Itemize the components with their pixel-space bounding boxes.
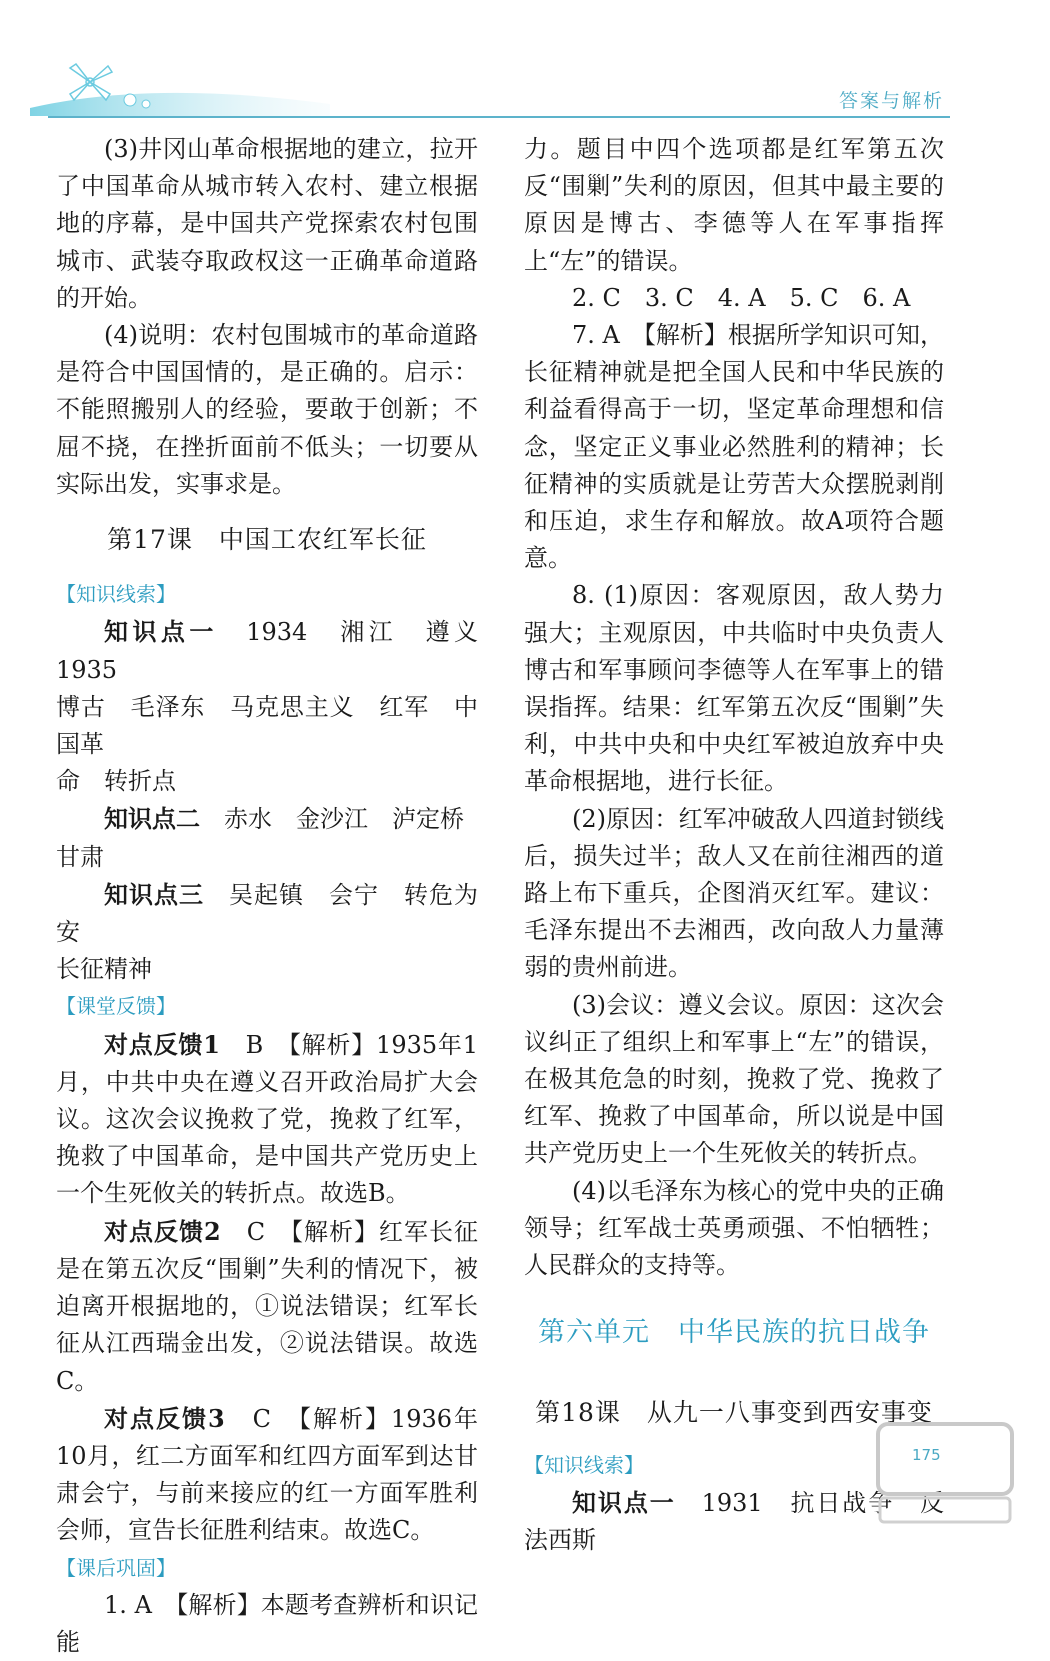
feedback-1-text: B 【解析】1935年1月，中共中央在遵义召开政治局扩大会议。这次会议挽救了党，挽救了红军，挽救了中国革命，是中国共产党历史上一个生死攸关的转折点。故选B。 — [56, 1030, 479, 1208]
header-title: 答案与解析 — [838, 90, 944, 112]
header-rule — [48, 116, 950, 118]
feedback-2-text: C 【解析】红军长征是在第五次反“围剿”失利的情况下，被迫离开根据地的，①说法错误；红军长征从江西瑞金出发，②说法错误。故选C。 — [56, 1217, 479, 1395]
knowledge-point-1 — [56, 613, 503, 688]
kp1-line1: 1934 湘江 遵义 1935 — [56, 618, 503, 684]
feedback-2 — [56, 1213, 478, 1400]
right-column — [524, 131, 944, 1559]
answer-8-1: 8. (1)原因：客观原因，敌人势力强大；主观原因，中共临时中央负责人博古和军事顾问李德等人在军事上的错误指挥。结果：红军第五次反“围剿”失利，中共中央和中央红军被迫放弃中央革命根据地，进行长征。 — [524, 581, 944, 796]
kp2-line1: 赤水 金沙江 泸定桥 — [224, 805, 464, 834]
left-paragraph-3: (3)井冈山革命根据地的建立，拉开了中国革命从城市转入农村、建立根据地的序幕，是中国共产党探索农村包围城市、武装夺取政权这一正确革命道路的开始。 — [56, 135, 478, 312]
kp1-l18-text: 1931 抗日战争 反法西斯 — [524, 1488, 945, 1555]
kp1-label: 知识点一 — [104, 617, 218, 647]
section-tag-feedback: 【课堂反馈】 — [56, 994, 176, 1019]
section-tag-clues: 【知识线索】 — [56, 582, 176, 607]
lesson-17-title: 第17课 中国工农红军长征 — [107, 525, 427, 555]
kp3-label: 知识点三 — [104, 879, 204, 909]
kp2-label: 知识点二 — [104, 804, 200, 834]
right-paragraph-1: 力。题目中四个选项都是红军第五次反“围剿”失利的原因，但其中最主要的原因是博古、李德等人在军事指挥上“左”的错误。 — [524, 135, 944, 275]
answer-8-2: (2)原因：红军冲破敌人四道封锁线后，损失过半；敌人又在前往湘西的道路上布下重兵，企图消灭红军。建议：毛泽东提出不去湘西，改向敌人力量薄弱的贵州前进。 — [524, 804, 944, 982]
kp1-l18-label: 知识点一 — [572, 1487, 676, 1517]
page-number: 175 — [912, 1446, 941, 1464]
section-tag-clues-2: 【知识线索】 — [524, 1452, 644, 1477]
answers-2-6: 2. C 3. C 4. A 5. C 6. A — [572, 283, 911, 312]
after-answer-1: 1. A 【解析】本题考查辨析和识记能 — [56, 1590, 478, 1656]
feedback-3-label: 对点反馈3 — [104, 1403, 225, 1433]
feedback-3-text: C 【解析】1936年10月，红二方面军和红四方面军到达甘肃会宁，与前来接应的红一方面军胜利会师，宣告长征胜利结束。故选C。 — [56, 1404, 478, 1545]
feedback-1-label: 对点反馈1 — [104, 1029, 220, 1059]
answer-8-4: (4)以毛泽东为核心的党中央的正确领导；红军战士英勇顽强、不怕牺牲；人民群众的支持等。 — [524, 1176, 944, 1280]
lesson-18-title: 第18课 从九一八事变到西安事变 — [535, 1397, 933, 1427]
knowledge-point-2 — [56, 800, 478, 838]
feedback-3 — [56, 1400, 478, 1550]
section-tag-after-class: 【课后巩固】 — [56, 1555, 176, 1580]
feedback-1 — [56, 1026, 478, 1213]
left-paragraph-4: (4)说明：农村包围城市的革命道路是符合中国国情的，是正确的。启示：不能照搬别人的经验，要敢于创新；不屈不挠，在挫折面前不低头；一切要从实际出发，实事求是。 — [56, 321, 478, 498]
kp3-line2: 长征精神 — [56, 955, 152, 984]
kp2-line2: 甘肃 — [56, 842, 104, 871]
answer-7: 7. A 【解析】根据所学知识可知，长征精神就是把全国人民和中华民族的利益看得高于一切，坚定革命理想和信念，坚定正义事业必然胜利的精神；长征精神的实质就是让劳苦大众摆脱剥削和压迫，求生存和解放。故A项符合题意。 — [524, 321, 944, 573]
answer-8-3: (3)会议：遵义会议。原因：这次会议纠正了组织上和军事上“左”的错误，在极其危急的时刻，挽救了党、挽救了红军、挽救了中国革命，所以说是中国共产党历史上一个生死攸关的转折点。 — [524, 990, 944, 1168]
header-decoration — [30, 60, 330, 122]
feedback-2-label: 对点反馈2 — [104, 1216, 221, 1246]
left-column — [56, 131, 503, 1661]
windmill-icon — [70, 64, 112, 100]
watermark-logo — [870, 1418, 1020, 1530]
unit-6-title: 第六单元 中华民族的抗日战争 — [538, 1317, 930, 1349]
kp1-line2: 博古 毛泽东 马克思主义 红军 中国革 — [56, 692, 478, 759]
knowledge-point-3 — [56, 876, 478, 951]
kp1-line3: 命 转折点 — [56, 767, 176, 796]
kp3-line1: 吴起镇 会宁 转危为安 — [56, 880, 478, 947]
